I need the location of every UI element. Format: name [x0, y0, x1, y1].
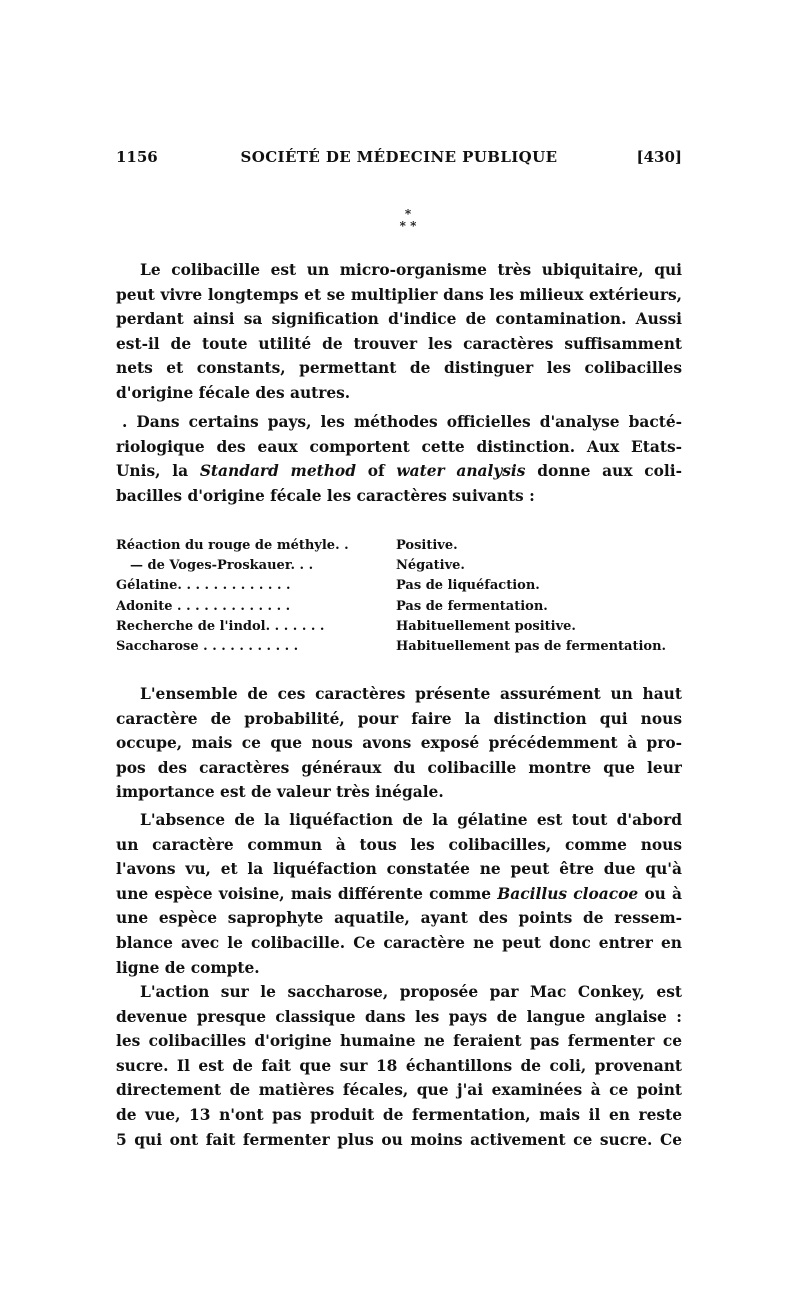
- text-line: perdant ainsi sa signification d'indice de contamination. Aussi: [116, 310, 682, 329]
- table-row: [116, 637, 686, 657]
- text-line: occupe, mais ce que nous avons exposé précédemment à pro-: [116, 734, 682, 753]
- asterism-top: *: [404, 207, 412, 221]
- page-number: 1156: [116, 148, 158, 166]
- text-line: peut vivre longtemps et se multiplier dans les milieux extérieurs,: [116, 285, 682, 304]
- text-line: ligne de compte.: [116, 958, 260, 977]
- characteristics-table: [116, 536, 686, 657]
- text-line: nets et constants, permettant de distinguer les colibacilles: [116, 359, 682, 378]
- text-line: bacilles d'origine fécale les caractères suivants :: [116, 486, 535, 505]
- text-fragment: of: [355, 462, 397, 481]
- text-fragment: une espèce voisine, mais différente comme: [116, 884, 498, 903]
- page-header: [116, 148, 682, 172]
- text-line: L'absence de la liquéfaction de la gélatine est tout d'abord: [140, 811, 682, 829]
- text-line: . Dans certains pays, les méthodes officielles d'analyse bacté-: [122, 413, 682, 431]
- bracket-reference: [430]: [636, 148, 682, 166]
- text-line: est-il de toute utilité de trouver les caractères suffisamment: [116, 334, 682, 353]
- row-label: Réaction du rouge de méthyle. .: [116, 538, 349, 553]
- table-row: [116, 556, 686, 576]
- text-line: l'avons vu, et la liquéfaction constatée ne peut être due qu'à: [116, 860, 682, 879]
- book-title-italic: Standard method: [199, 462, 356, 481]
- row-value: Habituellement pas de fermentation.: [396, 638, 667, 654]
- text-line: L'action sur le saccharose, proposée par Mac Conkey, est: [140, 983, 682, 1001]
- text-line-mixed: [116, 459, 682, 484]
- paragraph-5: [116, 980, 682, 1152]
- text-line: d'origine fécale des autres.: [116, 383, 351, 402]
- table-row: [116, 576, 686, 596]
- text-line: blance avec le colibacille. Ce caractère ne peut donc entrer en: [116, 933, 682, 952]
- row-value: Pas de liquéfaction.: [396, 578, 540, 594]
- text-fragment: ou à: [638, 884, 682, 903]
- row-value: Pas de fermentation.: [396, 598, 548, 614]
- text-line: riologique des eaux comportent cette distinction. Aux Etats-: [116, 437, 682, 456]
- row-value: Négative.: [396, 558, 465, 574]
- row-label: Recherche de l'indol. . . . . . .: [116, 618, 325, 634]
- text-fragment: Unis, la: [116, 462, 200, 481]
- row-label: Gélatine. . . . . . . . . . . . .: [116, 578, 291, 594]
- text-line: 5 qui ont fait fermenter plus ou moins activement ce sucre. Ce: [116, 1130, 682, 1149]
- text-line: devenue presque classique dans les pays de langue anglaise :: [116, 1007, 682, 1026]
- text-fragment: donne aux coli-: [525, 462, 682, 481]
- book-title-italic: water analysis: [396, 462, 526, 481]
- table-row: [116, 597, 686, 617]
- text-line: pos des caractères généraux du colibacille montre que leur: [116, 758, 682, 777]
- row-label: Saccharose . . . . . . . . . . .: [116, 638, 299, 654]
- row-value: Positive.: [396, 538, 458, 553]
- text-line: directement de matières fécales, que j'ai examinées à ce point: [116, 1081, 682, 1100]
- paragraph-2: [116, 410, 682, 508]
- row-label: Adonite . . . . . . . . . . . . .: [116, 598, 291, 614]
- paragraph-1: [116, 258, 682, 406]
- table-row: [116, 536, 686, 556]
- asterism-bottom: * *: [399, 219, 417, 233]
- text-line: de vue, 13 n'ont pas produit de fermentation, mais il en reste: [116, 1105, 682, 1124]
- text-line: un caractère commun à tous les colibacilles, comme nous: [116, 835, 682, 854]
- text-line: les colibacilles d'origine humaine ne feraient pas fermenter ce: [116, 1032, 682, 1051]
- text-line: L'ensemble de ces caractères présente assurément un haut: [140, 685, 682, 703]
- text-line-mixed: [116, 882, 682, 907]
- species-name-italic: Bacillus cloacoe: [497, 884, 639, 903]
- text-line: importance est de valeur très inégale.: [116, 783, 444, 802]
- text-line: sucre. Il est de fait que sur 18 échantillons de coli, provenant: [116, 1056, 682, 1075]
- row-label: — de Voges-Proskauer. . .: [130, 558, 314, 574]
- paragraph-3: [116, 682, 682, 805]
- text-line: Le colibacille est un micro-organisme très ubiquitaire, qui: [140, 261, 682, 279]
- asterism: [388, 208, 428, 238]
- text-line: caractère de probabilité, pour faire la distinction qui nous: [116, 709, 682, 728]
- table-row: [116, 617, 686, 637]
- row-value: Habituellement positive.: [396, 618, 576, 634]
- paragraph-4: [116, 808, 682, 980]
- text-line: une espèce saprophyte aquatile, ayant des points de ressem-: [116, 909, 682, 928]
- running-title: SOCIÉTÉ DE MÉDECINE PUBLIQUE: [240, 148, 558, 166]
